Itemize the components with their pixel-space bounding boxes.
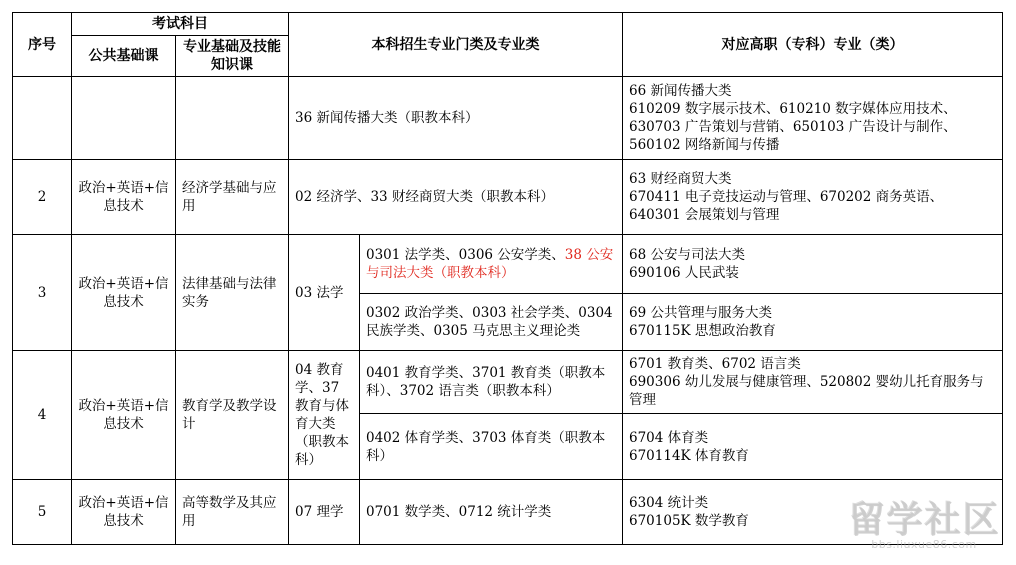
row3-sub1-highlight: 38 公安与司法大类（职教本科） [366,247,614,281]
row4-sub2: 0402 体育学类、3703 体育类（职教本科） [360,414,623,480]
row5-public: 政治+英语+信息技术 [72,480,176,545]
table-row [13,160,1003,235]
header-row-1 [13,13,1003,36]
row4-prof: 教育学及教学设计 [176,351,289,480]
row4-voc2-line2: 670114K 体育教育 [629,447,749,464]
row2-vocational [623,160,1003,235]
watermark-url: bbs.liuxue86.com [871,538,977,551]
row3-sub1-text: 0301 法学类、0306 公安学类、 [366,247,565,263]
row3-voc1 [623,235,1003,294]
header-seq: 序号 [13,13,72,77]
row3-voc1-line2: 690106 人民武装 [629,265,739,281]
table-row [13,351,1003,414]
row2-public: 政治+英语+信息技术 [72,160,176,235]
row5-voc-line1: 6304 统计类 [629,495,709,511]
row1-prof [176,77,289,160]
row2-voc-line2: 670411 电子竞技运动与管理、670202 商务英语、 [629,189,944,205]
row1-undergrad: 36 新闻传播大类（职教本科） [289,77,623,160]
row2-voc-line1: 63 财经商贸大类 [629,171,732,187]
row5-category: 07 理学 [289,480,360,545]
row1-voc-line3: 630703 广告策划与营销、650103 广告设计与制作、 [629,119,957,135]
row2-voc-line3: 640301 会展策划与管理 [629,207,780,223]
row1-voc-line2: 610209 数字展示技术、610210 数字媒体应用技术、 [629,101,957,117]
row4-voc2-line1: 6704 体育类 [629,429,709,446]
row3-prof: 法律基础与法律实务 [176,235,289,351]
row4-voc2 [623,414,1003,480]
row4-category: 04 教育学、37 教育与体育大类（职教本科） [289,351,360,480]
table-row [13,77,1003,160]
header-public-course: 公共基础课 [72,36,176,77]
row2-prof: 经济学基础与应用 [176,160,289,235]
header-undergrad: 本科招生专业门类及专业类 [289,13,623,77]
header-exam-subjects: 考试科目 [72,13,289,36]
row5-voc-line2: 670105K 数学教育 [629,513,749,529]
row1-public [72,77,176,160]
row3-sub2: 0302 政治学类、0303 社会学类、0304 民族学类、0305 马克思主义理论类 [360,294,623,351]
row4-voc1 [623,351,1003,414]
row4-voc1-line2: 690306 幼儿发展与健康管理、520802 婴幼儿托育服务与管理 [629,374,984,408]
row1-voc-line4: 560102 网络新闻与传播 [629,137,780,153]
row3-seq: 3 [13,235,72,351]
row3-sub1 [360,235,623,294]
row4-seq: 4 [13,351,72,480]
row5-prof: 高等数学及其应用 [176,480,289,545]
row1-voc-line1: 66 新闻传播大类 [629,83,732,99]
row2-seq: 2 [13,160,72,235]
row4-public: 政治+英语+信息技术 [72,351,176,480]
row5-seq: 5 [13,480,72,545]
watermark-logo-text: 留学社区 [847,499,1000,540]
header-vocational: 对应高职（专科）专业（类） [623,13,1003,77]
row3-voc2-line1: 69 公共管理与服务大类 [629,305,772,321]
row4-sub1: 0401 教育学类、3701 教育类（职教本科）、3702 语言类（职教本科） [360,351,623,414]
row1-seq [13,77,72,160]
row3-category: 03 法学 [289,235,360,351]
site-watermark [848,501,1000,551]
row5-sub: 0701 数学类、0712 统计学类 [360,480,623,545]
row3-voc1-line1: 68 公安与司法大类 [629,247,745,263]
row4-voc1-line1: 6701 教育类、6702 语言类 [629,356,801,372]
row2-undergrad: 02 经济学、33 财经商贸大类（职教本科） [289,160,623,235]
subjects-table [12,12,1003,545]
table-row [13,235,1003,294]
row3-voc2-line2: 670115K 思想政治教育 [629,323,776,339]
row3-public: 政治+英语+信息技术 [72,235,176,351]
row1-vocational [623,77,1003,160]
header-prof-course: 专业基础及技能知识课 [176,36,289,77]
row3-voc2 [623,294,1003,351]
